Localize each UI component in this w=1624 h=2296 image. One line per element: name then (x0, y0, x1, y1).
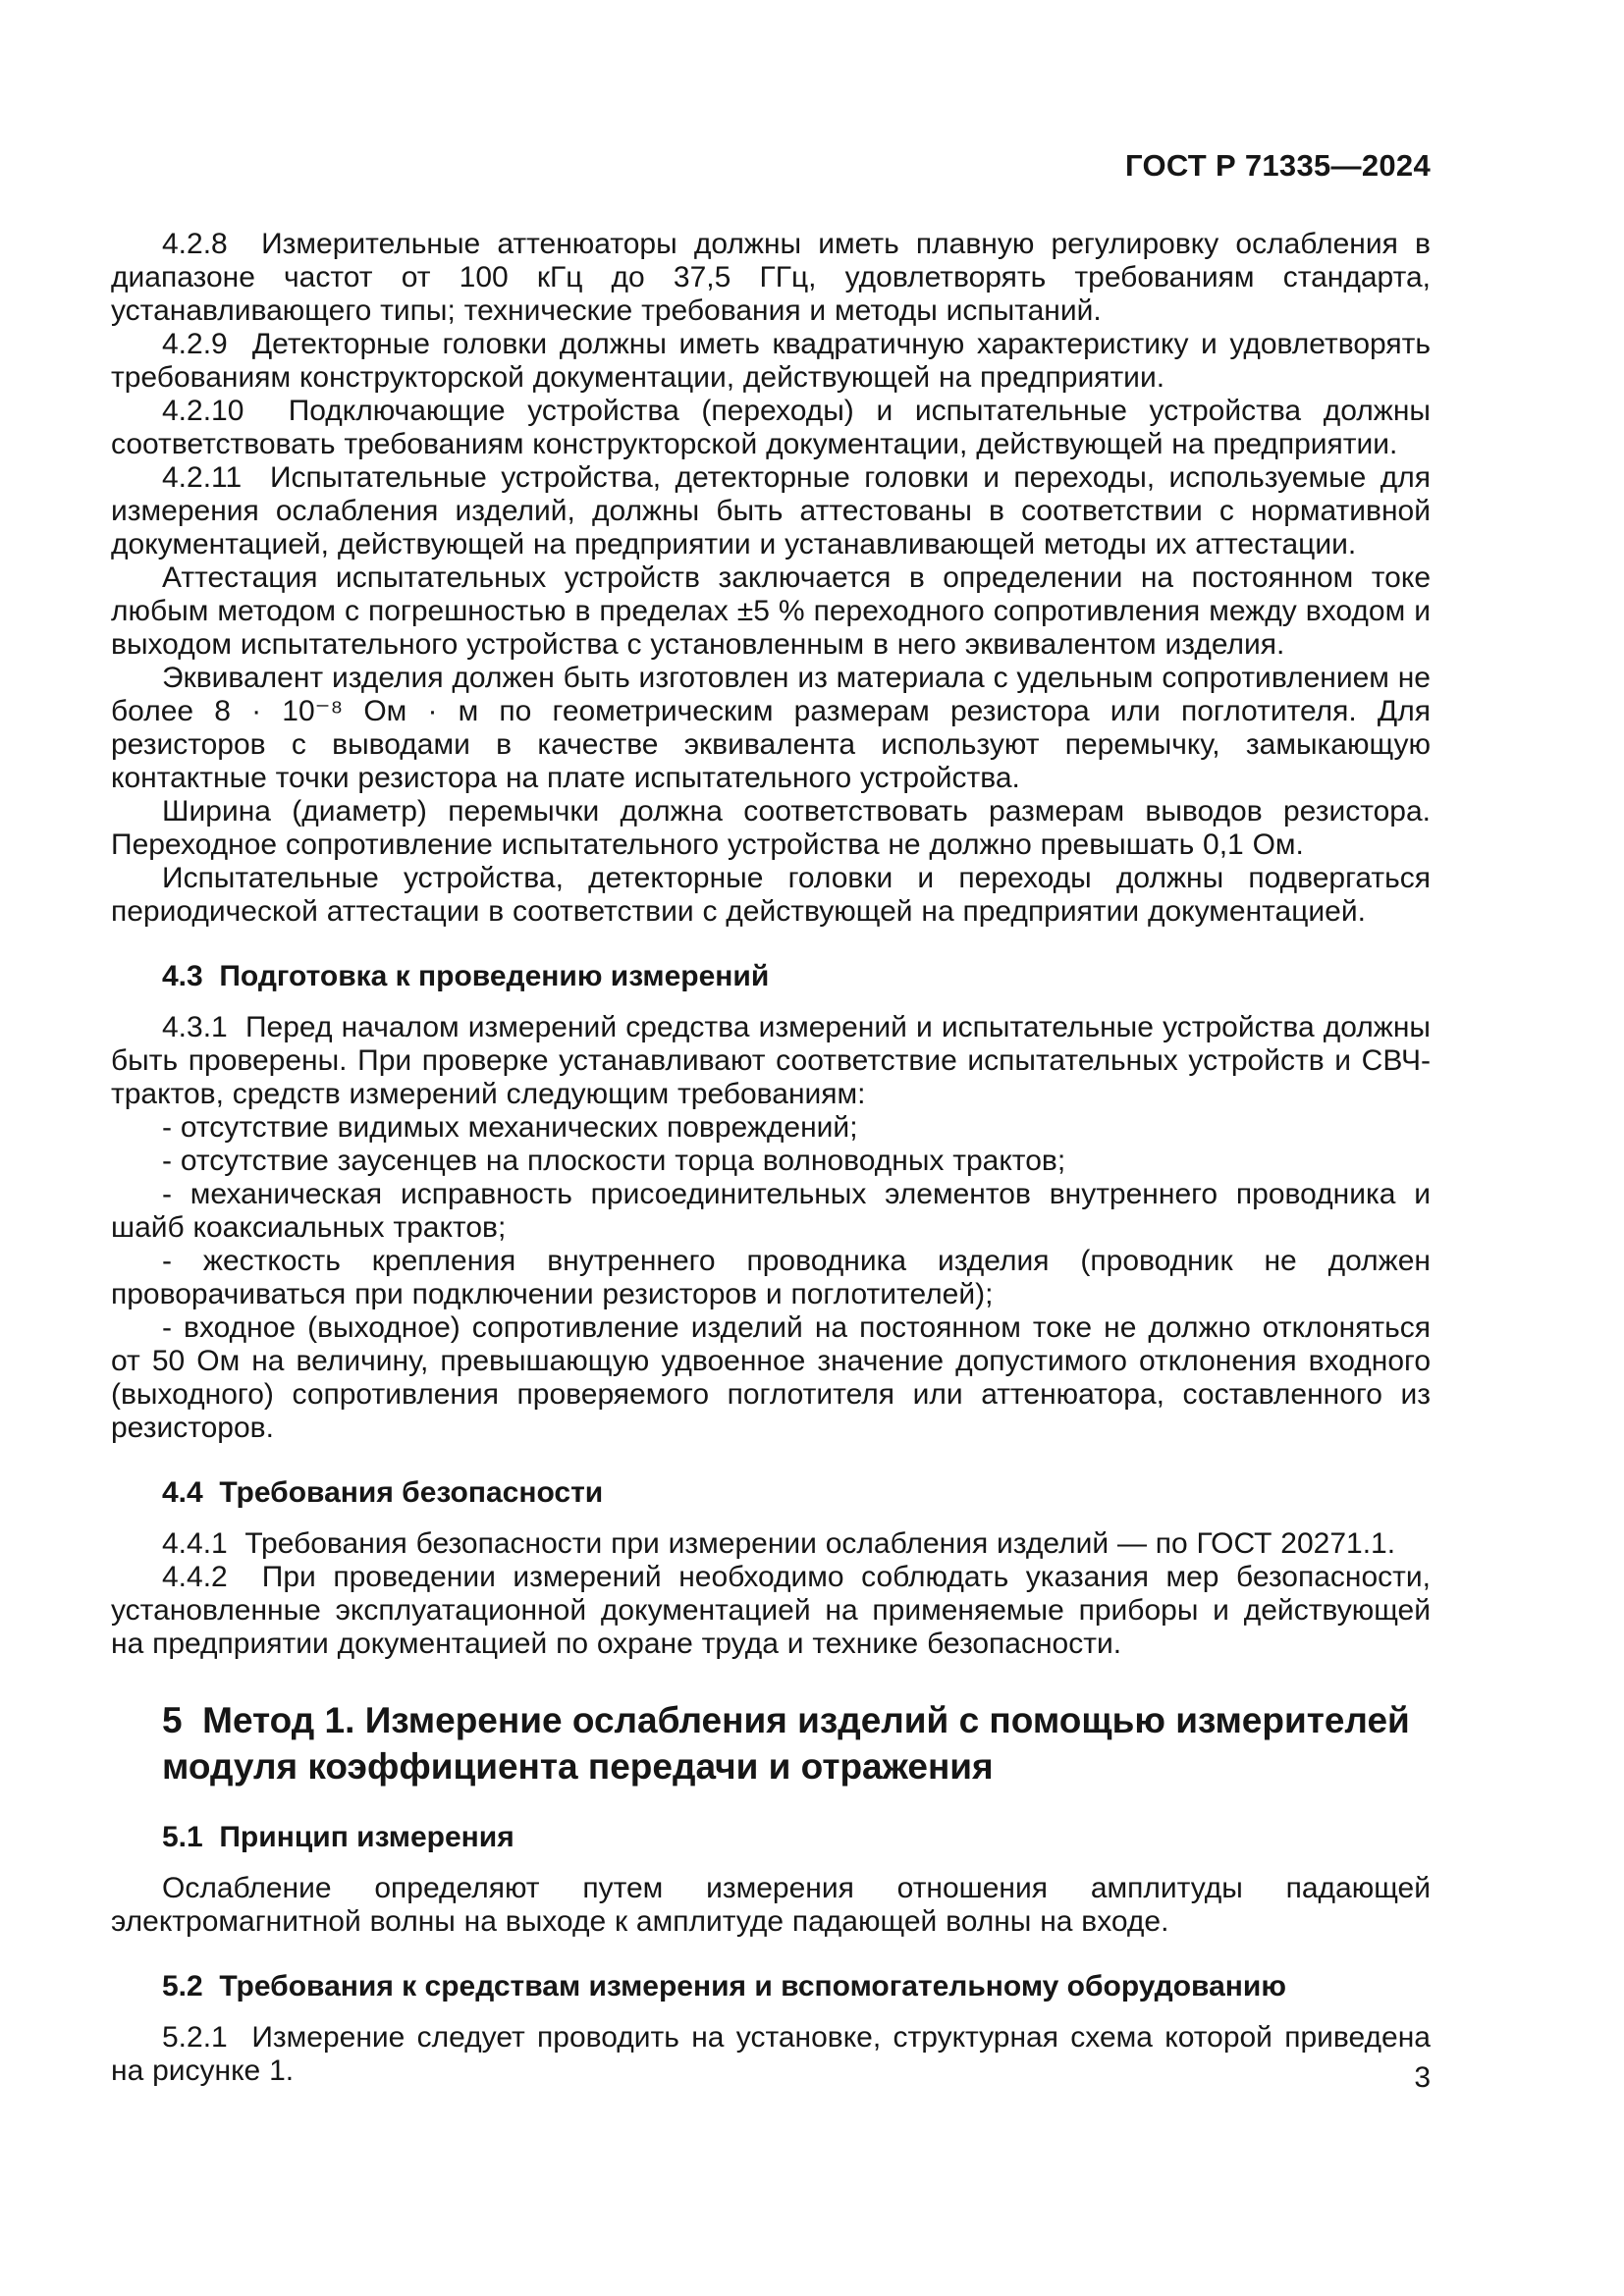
section-4-4-heading: 4.4 Требования безопасности (162, 1476, 604, 1509)
chapter-5-heading: 5 Метод 1. Измерение ослабления изделий с помощью измерителей модуля коэффициента передачи и отражения (162, 1700, 1410, 1787)
clause-4-2-11: 4.2.11 Испытательные устройства, детекторные головки и переходы, используемые для измерения ослабления изделий, должны быть аттестованы в соответствии с нормативной документацией, действующей на предприятии и устанавливающей методы их аттестации. (111, 461, 1431, 561)
section-5-1-heading: 5.1 Принцип измерения (162, 1821, 514, 1853)
paragraph-equivalent: Эквивалент изделия должен быть изготовлен из материала с удельным сопротивлением не более 8 · 10⁻⁸ Ом · м по геометрическим размерам резистора или поглотителя. Для резисторов с выводами в качестве эквивалента используют перемычку, замыкающую контактные точки резистора на плате испытательного устройства. (111, 662, 1431, 794)
clause-4-4-2: 4.4.2 При проведении измерений необходимо соблюдать указания мер безопасности, установленные эксплуатационной документацией на применяемые приборы и действующей на предприятии документацией по охране труда и технике безопасности. (111, 1561, 1431, 1660)
clause-4-2-10: 4.2.10 Подключающие устройства (переходы) и испытательные устройства должны соответствовать требованиям конструкторской документации, действующей на предприятии. (111, 395, 1431, 460)
list-item-1: - отсутствие видимых механических повреждений; (162, 1111, 858, 1144)
clause-4-2-8: 4.2.8 Измерительные аттенюаторы должны иметь плавную регулировку ослабления в диапазоне частот от 100 кГц до 37,5 ГГц, удовлетворять требованиям стандарта, устанавливающего типы; технические требования и методы испытаний. (111, 228, 1431, 327)
list-item-4: - жесткость крепления внутреннего проводника изделия (проводник не должен проворачиваться при подключении резисторов и поглотителей); (111, 1245, 1431, 1310)
list-item-2: - отсутствие заусенцев на плоскости торца волноводных трактов; (162, 1145, 1066, 1177)
clause-4-2-9: 4.2.9 Детекторные головки должны иметь квадратичную характеристику и удовлетворять требованиям конструкторской документации, действующей на предприятии. (111, 328, 1431, 394)
clause-5-1-principle: Ослабление определяют путем измерения отношения амплитуды падающей электромагнитной волны на выходе к амплитуде падающей волны на входе. (111, 1872, 1431, 1938)
section-4-3-heading: 4.3 Подготовка к проведению измерений (162, 960, 770, 992)
page-number: 3 (1414, 2061, 1431, 2094)
page-content (111, 149, 1431, 2088)
clause-5-2-1: 5.2.1 Измерение следует проводить на установке, структурная схема которой приведена на рисунке 1. (111, 2021, 1431, 2087)
list-item-3: - механическая исправность присоединительных элементов внутреннего проводника и шайб коаксиальных трактов; (111, 1178, 1431, 1244)
doc-code-header: ГОСТ Р 71335—2024 (1125, 148, 1431, 183)
paragraph-jumper-width: Ширина (диаметр) перемычки должна соответствовать размерам выводов резистора. Переходное сопротивление испытательного устройства не должно превышать 0,1 Ом. (111, 795, 1431, 861)
paragraph-attestation: Аттестация испытательных устройств заключается в определении на постоянном токе любым методом с погрешностью в пределах ±5 % переходного сопротивления между входом и выходом испытательного устройства с установленным в него эквивалентом изделия. (111, 561, 1431, 661)
section-5-2-heading: 5.2 Требования к средствам измерения и вспомогательному оборудованию (162, 1970, 1286, 2002)
clause-4-4-1: 4.4.1 Требования безопасности при измерении ослабления изделий — по ГОСТ 20271.1. (162, 1527, 1396, 1560)
paragraph-periodic-attestation: Испытательные устройства, детекторные головки и переходы должны подвергаться периодической аттестации в соответствии с действующей на предприятии документацией. (111, 862, 1431, 928)
list-item-5: - входное (выходное) сопротивление изделий на постоянном токе не должно отклоняться от 50 Ом на величину, превышающую удвоенное значение допустимого отклонения входного (выходного) сопротивления проверяемого поглотителя или аттенюатора, составленного из резисторов. (111, 1311, 1431, 1444)
clause-4-3-1: 4.3.1 Перед началом измерений средства измерений и испытательные устройства должны быть проверены. При проверке устанавливают соответствие испытательных устройств и СВЧ-трактов, средств измерений следующим требованиям: (111, 1011, 1431, 1110)
